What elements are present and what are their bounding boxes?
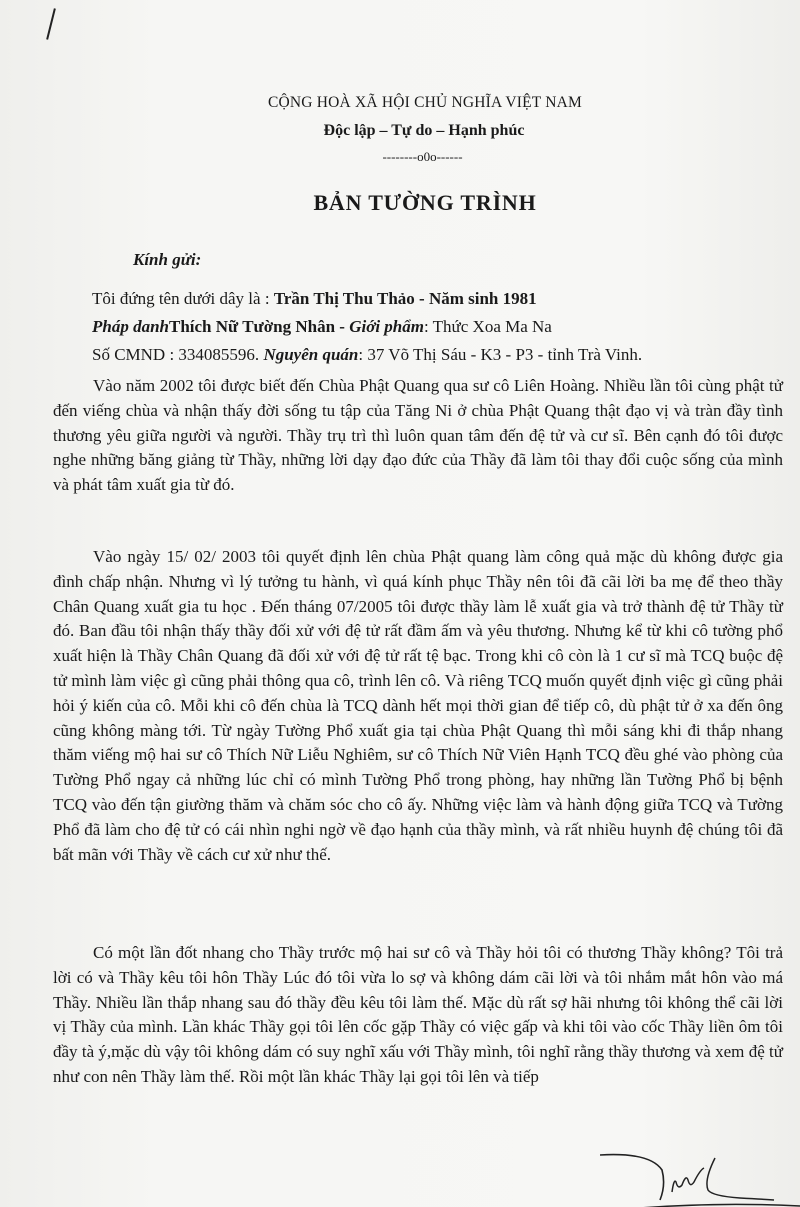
paragraph-1: Vào năm 2002 tôi được biết đến Chùa Phật Quang qua sư cô Liên Hoàng. Nhiều lần tôi cùng phật tử đến viếng chùa và nhận thấy đời sống tu tập của Tăng Ni ở chùa Phật Quang thật đạo vị và tràn đầy tình thương yêu giữa người và người. Thầy trụ trì thì luôn quan tâm đến đệ tử và cư sĩ. Bên cạnh đó tôi được nghe những băng giảng từ Thầy, những lời dạy đạo đức của Thầy đã làm tôi thay đổi cuộc sống của mình và phát tâm xuất gia từ đó.: [53, 376, 783, 495]
national-header: CỘNG HOÀ XÃ HỘI CHỦ NGHĨA VIỆT NAM: [267, 94, 583, 111]
origin-label: Nguyên quán: [263, 345, 359, 364]
paragraph-2: Vào ngày 15/ 02/ 2003 tôi quyết định lên chùa Phật quang làm công quả mặc dù không được gia đình chấp nhận. Nhưng vì lý tưởng tu hành, vì quá kính phục Thầy nên tôi đã cãi lời ba mẹ để theo thầy Chân Quang xuất gia tu học . Đến tháng 07/2005 tôi được thầy làm lễ xuất gia và trở thành đệ tử Thầy từ đó. Ban đầu tôi nhận thấy thầy đối xử với đệ tử rất đầm ấm và yêu thương. Nhưng kể từ khi cô tường phổ xuất hiện là Thầy Chân Quang đã đối xử với đệ tử rất tệ bạc. Trong khi cô còn là 1 cư sĩ mà TCQ buộc đệ tử mình làm việc gì cũng phải thông qua cô, trình lên cô. Và riêng TCQ muốn quyết định việc gì cũng phải hỏi ý kiến của cô. Mỗi khi cô đến chùa là TCQ dành hết mọi thời gian để tiếp cô, dù phật tử ở xa đến ông cũng không màng tới. Từ ngày Tường Phổ xuất gia tại chùa Phật Quang thì mỗi sáng khi đi thắp nhang thăm viếng mộ hai sư cô Thích Nữ Liễu Nghiêm, sư cô Thích Nữ Viên Hạnh TCQ đều ghé vào phòng của Tường Phổ ngay cả những lúc chỉ có mình Tường Phổ trong phòng, hay những lần Tường Phổ bị bệnh TCQ vào đến tận giường thăm và chăm sóc cho cô ấy. Những việc làm và hành động giữa TCQ và Tường Phổ đã làm cho đệ tử có cái nhìn nghi ngờ về đạo hạnh của thầy mình, và rất nhiều huynh đệ chúng tôi đã bất mãn với Thầy về cách cư xử như thế.: [53, 547, 783, 864]
separator: --------o0o------: [382, 149, 463, 164]
pen-mark: [46, 8, 56, 40]
dharma-label: Pháp danh: [92, 317, 169, 336]
dharma-name: Thích Nữ Tường Nhân -: [169, 317, 350, 336]
identity-line-dharma: [92, 317, 552, 337]
salutation: Kính gửi:: [133, 250, 202, 269]
national-motto: Độc lập – Tự do – Hạnh phúc: [323, 122, 525, 139]
identity-line-name: [92, 289, 537, 309]
id-number: Số CMND : 334085596.: [92, 345, 264, 364]
paragraph-3: Có một lần đốt nhang cho Thầy trước mộ hai sư cô và Thầy hỏi tôi có thương Thầy không? Tôi trả lời có và Thầy kêu tôi hôn Thầy Lúc đó tôi vừa lo sợ và không dám cãi lời và tôi nhắm mắt hôn vào má Thầy. Nhiều lần thắp nhang sau đó thầy đều kêu tôi làm thế. Mặc dù rất sợ hãi nhưng tôi không thể cãi lời vị Thầy của mình. Lần khác Thầy gọi tôi lên cốc gặp Thầy có việc gấp và khi tôi vào cốc Thầy liền ôm tôi đầy tà ý,mặc dù vậy tôi không dám có suy nghĩ xấu với Thầy mình, tôi nghĩ rằng thầy thương và xem đệ tử như con nên Thầy làm thế. Rồi một lần khác Thầy lại gọi tôi lên và tiếp: [53, 943, 783, 1086]
rank-value: : Thức Xoa Ma Na: [423, 317, 552, 336]
rank-label: Giới phẩm: [349, 317, 424, 336]
origin-value: : 37 Võ Thị Sáu - K3 - P3 - tỉnh Trà Vinh.: [358, 345, 643, 364]
signature-icon: [600, 1130, 800, 1207]
document-title: BẢN TƯỜNG TRÌNH: [313, 190, 537, 215]
identity-line-id: [92, 345, 642, 365]
name-label: Tôi đứng tên dưới dây là :: [92, 289, 274, 308]
full-name: Trần Thị Thu Thảo - Năm sinh 1981: [273, 289, 537, 308]
